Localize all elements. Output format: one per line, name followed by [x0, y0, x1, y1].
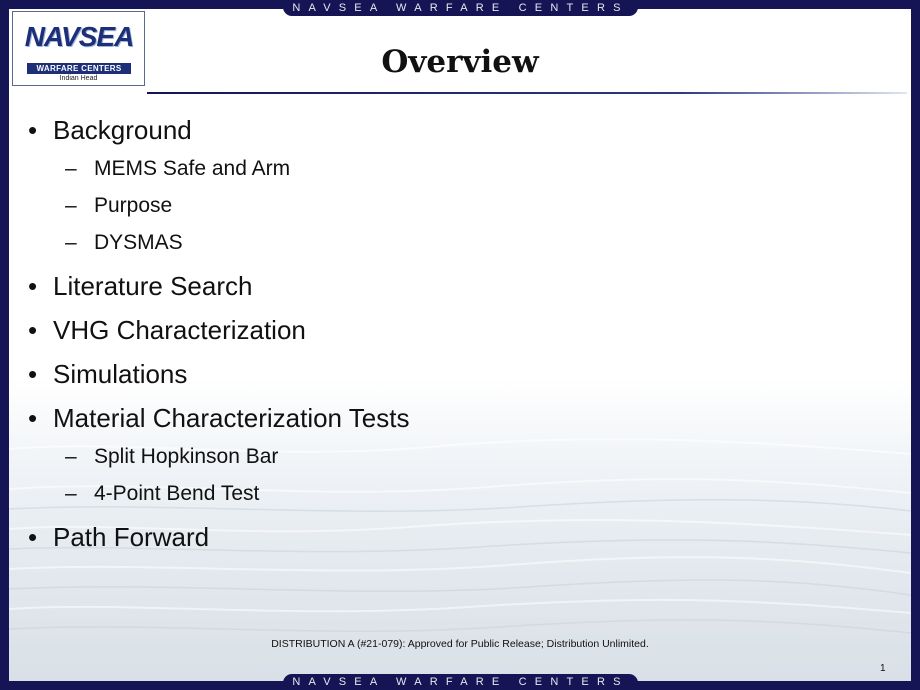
- distribution-statement: DISTRIBUTION A (#21-079): Approved for Public Release; Distribution Unlimited.: [271, 638, 649, 650]
- top-banner: NAVSEA WARFARE CENTERS: [283, 0, 638, 16]
- sub-bullet-text: MEMS Safe and Arm: [94, 157, 291, 180]
- logo-bar: WARFARE CENTERS: [27, 63, 131, 74]
- bullet-text: Literature Search: [53, 271, 253, 301]
- bullet-dot: •: [28, 522, 38, 552]
- bullet-dot: •: [28, 315, 38, 345]
- bullet-text: VHG Characterization: [53, 315, 306, 345]
- title-divider: [147, 92, 907, 94]
- bullet-dot: •: [28, 359, 38, 389]
- sub-bullet-text: Split Hopkinson Bar: [94, 445, 279, 468]
- bottom-banner: NAVSEA WARFARE CENTERS: [283, 674, 638, 690]
- bullet-dot: •: [28, 271, 38, 301]
- bullet-text: Path Forward: [53, 522, 210, 552]
- page-number: 1: [880, 663, 886, 674]
- sub-bullet-dash: –: [65, 482, 77, 505]
- bullet-dot: •: [28, 403, 38, 433]
- logo-location: Indian Head: [59, 75, 98, 82]
- logo-wordmark: NAVSEA: [24, 21, 134, 52]
- bullet-dot: •: [28, 115, 38, 145]
- sub-bullet-dash: –: [65, 445, 77, 468]
- bullet-text: Material Characterization Tests: [53, 403, 410, 433]
- sub-bullet-dash: –: [65, 231, 77, 254]
- sub-bullet-text: 4-Point Bend Test: [94, 482, 260, 505]
- bullet-text: Background: [53, 115, 192, 145]
- sub-bullet-text: DYSMAS: [94, 231, 183, 254]
- bullet-text: Simulations: [53, 359, 188, 389]
- sub-bullet-text: Purpose: [94, 194, 173, 217]
- sub-bullet-dash: –: [65, 194, 77, 217]
- sub-bullet-dash: –: [65, 157, 77, 180]
- slide-title: Overview: [381, 44, 539, 80]
